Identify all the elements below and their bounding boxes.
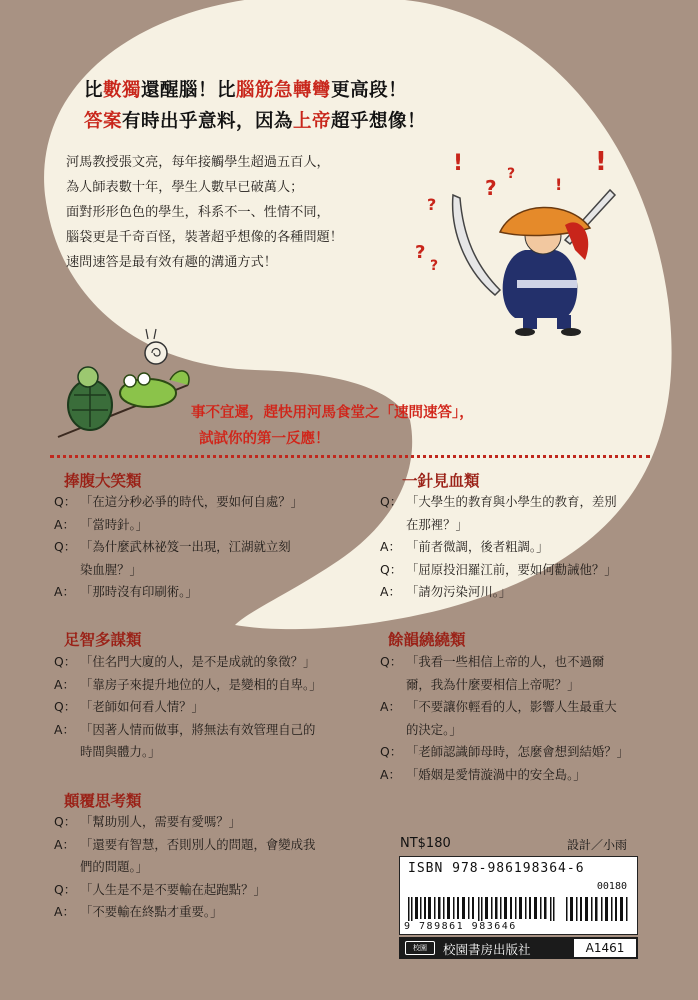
svg-text:!: ! xyxy=(453,151,464,176)
qa-item xyxy=(380,536,617,559)
qa-item xyxy=(54,811,315,834)
qa-item xyxy=(380,559,617,582)
svg-text:?: ? xyxy=(507,166,516,182)
qa-item xyxy=(380,696,629,719)
section-title-laugh: 捧腹大笑類 xyxy=(64,471,142,490)
qa-item-continuation: 們的問題。」 xyxy=(80,859,149,874)
qa-tag: A： xyxy=(54,516,75,532)
qa-text: 「那時沒有印刷術。」 xyxy=(80,584,198,599)
qa-item xyxy=(54,901,315,924)
qa-text: 「為什麼武林祕笈一出現，江湖就立刻 xyxy=(80,539,291,554)
qa-item xyxy=(54,514,303,537)
qa-item xyxy=(54,719,322,742)
svg-text:?: ? xyxy=(427,195,437,214)
qa-tag: Q： xyxy=(54,539,77,554)
qa-text: 「不要輸在終點才重要。」 xyxy=(80,904,223,919)
publisher-bar xyxy=(399,937,638,959)
intro-line: 面對形形色色的學生，科系不一、性情不同， xyxy=(66,205,330,220)
headline-segment: 更高段！ xyxy=(331,80,408,101)
qa-text: 「住名門大廈的人，是不是成就的象徵？」 xyxy=(80,654,316,669)
headline-segment: 還醒腦！比 xyxy=(141,80,237,101)
book-code: A1461 xyxy=(574,939,636,957)
qa-item-continuation: 時間與體力。」 xyxy=(80,744,161,759)
qa-item-continuation: 在那裡？」 xyxy=(406,516,468,532)
qa-list-laugh xyxy=(54,491,303,604)
price-code: 00180 xyxy=(596,881,627,892)
qa-text: 「靠房子來提升地位的人，是變相的自卑。」 xyxy=(80,676,322,692)
price-label: NT$180 xyxy=(400,836,451,851)
cta-line: 試試你的第一反應！ xyxy=(199,431,330,447)
headline-line-1 xyxy=(84,76,407,102)
qa-text: 「老師認識師母時，怎麼會想到結婚？」 xyxy=(406,744,630,759)
qa-text: 「屈原投汨羅江前，要如何勸誡他？」 xyxy=(406,561,617,577)
qa-text: 「幫助別人，需要有愛嗎？」 xyxy=(80,814,242,829)
qa-text: 「婚姻是愛情漩渦中的安全島。」 xyxy=(406,766,586,782)
qa-text: 「在這分秒必爭的時代，要如何自處？」 xyxy=(80,494,304,509)
qa-item xyxy=(54,536,303,559)
qa-tag: Q： xyxy=(54,881,77,897)
qa-tag: A： xyxy=(54,676,75,692)
svg-text:?: ? xyxy=(485,176,497,200)
dotted-divider xyxy=(50,455,650,458)
qa-text: 「大學生的教育與小學生的教育，差別 xyxy=(406,494,617,509)
qa-item-continuation: 的決定。」 xyxy=(406,721,462,737)
qa-list-sharp xyxy=(380,491,617,604)
qa-text: 「請勿污染河川。」 xyxy=(406,584,512,599)
animals-illustration xyxy=(48,325,198,440)
svg-text:?: ? xyxy=(430,258,439,274)
headline-segment: 有時出乎意料，因為 xyxy=(122,111,294,132)
call-to-action xyxy=(191,400,474,452)
qa-item-continuation: 爾，我為什麼要相信上帝呢？」 xyxy=(406,676,580,692)
qa-item xyxy=(54,651,322,674)
qa-text: 「還要有智慧，否則別人的問題，會變成我 xyxy=(80,836,316,852)
headline-line-2 xyxy=(84,107,426,133)
qa-item xyxy=(380,651,629,674)
qa-tag: A： xyxy=(380,584,401,599)
qa-tag: A： xyxy=(380,766,401,782)
qa-tag: A： xyxy=(54,904,75,919)
headline-segment: 答案 xyxy=(84,111,123,132)
qa-tag: Q： xyxy=(54,814,77,829)
qa-tag: A： xyxy=(54,836,75,852)
svg-text:!: ! xyxy=(555,175,563,194)
samurai-illustration xyxy=(405,140,625,340)
qa-text: 「人生是不是不要輸在起跑點？」 xyxy=(80,881,266,897)
svg-text:!: ! xyxy=(595,147,607,177)
qa-item xyxy=(54,581,303,604)
qa-tag: A： xyxy=(54,584,75,599)
qa-tag: Q： xyxy=(380,654,403,669)
qa-tag: A： xyxy=(380,699,401,714)
isbn-text: ISBN 978-986198364-6 xyxy=(408,861,585,876)
section-title-flip: 顛覆思考類 xyxy=(64,791,142,810)
qa-tag: Q： xyxy=(380,561,403,577)
qa-tag: Q： xyxy=(380,744,403,759)
headline-segment: 比 xyxy=(84,80,104,101)
design-credit: 設計／小雨 xyxy=(567,838,628,852)
isbn-barcode xyxy=(399,856,638,935)
barcode-number: 9 789861 983646 xyxy=(404,921,517,932)
qa-item xyxy=(380,741,629,764)
section-title-linger: 餘韻繞繞類 xyxy=(388,630,466,649)
qa-item xyxy=(54,696,322,719)
publisher-name: 校園書房出版社 xyxy=(443,942,531,957)
svg-text:?: ? xyxy=(415,242,426,263)
headline-segment: 上帝 xyxy=(293,111,332,132)
qa-text: 「不要讓你輕看的人，影響人生最重大 xyxy=(406,699,617,714)
intro-line: 腦袋更是千奇百怪，裝著超乎想像的各種問題！ xyxy=(66,230,343,245)
qa-tag: A： xyxy=(54,721,75,737)
qa-item xyxy=(380,491,617,514)
qa-text: 「當時針。」 xyxy=(80,516,149,532)
qa-tag: A： xyxy=(380,539,401,554)
qa-list-flip xyxy=(54,811,315,924)
qa-text: 「我看一些相信上帝的人，也不過爾 xyxy=(406,654,605,669)
qa-item xyxy=(54,834,315,857)
qa-item xyxy=(380,764,629,787)
qa-item-continuation: 染血腥？」 xyxy=(80,561,142,577)
headline-segment: 超乎想像！ xyxy=(331,111,427,132)
qa-tag: Q： xyxy=(54,699,77,714)
qa-text: 「因著人情而做事，將無法有效管理自己的 xyxy=(80,721,316,737)
headline-segment: 數獨 xyxy=(103,80,142,101)
qa-item xyxy=(54,879,315,902)
intro-line: 為人師表數十年，學生人數早已破萬人； xyxy=(66,180,304,195)
intro-paragraph xyxy=(66,150,343,275)
qa-text: 「前者微調，後者粗調。」 xyxy=(406,539,549,554)
qa-list-wise xyxy=(54,651,322,764)
qa-text: 「老師如何看人情？」 xyxy=(80,699,204,714)
section-title-sharp: 一針見血類 xyxy=(402,471,480,490)
cta-line: 事不宜遲，趕快用河馬食堂之「速問速答」， xyxy=(191,405,474,421)
headline-segment: 腦筋急轉彎 xyxy=(236,80,332,101)
intro-line: 速問速答是最有效有趣的溝通方式！ xyxy=(66,255,277,270)
qa-tag: Q： xyxy=(54,494,77,509)
price-barcode-bars xyxy=(566,897,630,921)
section-title-wise: 足智多謀類 xyxy=(64,630,142,649)
qa-tag: Q： xyxy=(380,494,403,509)
intro-line: 河馬教授張文亮，每年接觸學生超過五百人， xyxy=(66,155,330,170)
barcode-bars xyxy=(408,897,558,921)
qa-item xyxy=(54,674,322,697)
qa-list-linger xyxy=(380,651,629,786)
qa-tag: Q： xyxy=(54,654,77,669)
qa-item xyxy=(380,581,617,604)
qa-item xyxy=(54,491,303,514)
publisher-logo: 校園 xyxy=(405,941,435,955)
